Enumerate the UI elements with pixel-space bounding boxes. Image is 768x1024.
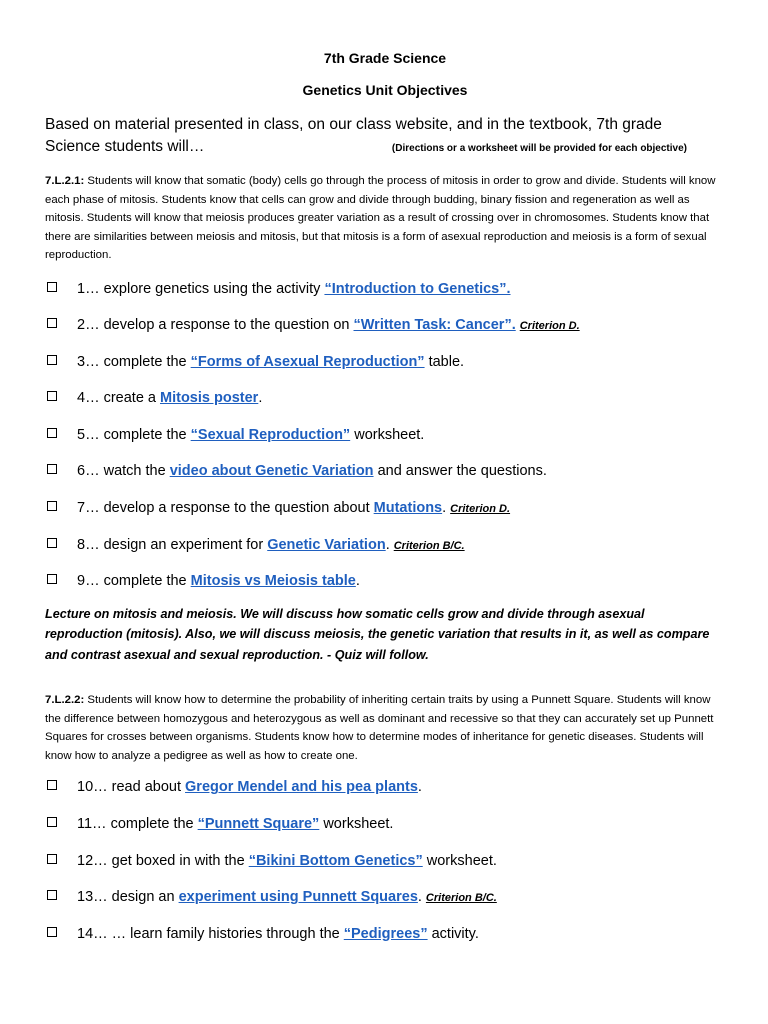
task-item [45,887,725,924]
task-suffix: worksheet. [350,426,425,443]
checkbox-icon[interactable] [47,927,57,937]
task-suffix: . [385,536,390,553]
task-text [77,887,497,908]
checkbox-icon[interactable] [47,538,57,548]
task-text [77,352,464,372]
task-item [45,851,725,888]
task-link[interactable]: experiment using Punnett Squares [178,889,418,906]
task-suffix: activity. [427,925,479,942]
task-item [45,352,725,389]
task-suffix: . [442,500,447,517]
criterion-label: Criterion B/C. [425,892,497,905]
task-list-2 [45,777,725,960]
task-item [45,814,725,851]
task-link[interactable]: “Bikini Bottom Genetics” [248,852,423,869]
task-suffix: table. [424,353,465,370]
objective-code: 7.L.2.1: [45,175,85,187]
task-link[interactable]: Gregor Mendel and his pea plants [185,779,418,796]
checkbox-icon[interactable] [47,464,57,474]
task-prefix: 9… complete the [77,573,191,590]
task-suffix: . [417,889,422,906]
task-prefix: 6… watch the [77,463,170,480]
task-list-1 [45,279,725,608]
task-item [45,535,725,572]
task-suffix: . [258,390,263,407]
intro-line-1: Based on material presented in class, on our class website, and in the textbook, 7th grade [45,116,662,133]
objective-7-l-2-2 [45,691,725,765]
task-link[interactable]: “Introduction to Genetics”. [324,280,511,297]
task-link[interactable]: video about Genetic Variation [169,463,374,480]
task-suffix: worksheet. [422,852,497,869]
objective-text: Students will know how to determine the probability of inheriting certain traits by using a Punnett Square. Students will know the difference between homozygous and heterozygous as well as dominant and recessive so that they can accurately set up Punnett Squares for crosses between organisms. Students know how to determine modes of inheritance for genetic diseases. Students will know how to analyze a pedigree as well as how to create one. [45,694,714,762]
task-prefix: 3… complete the [77,353,191,370]
criterion-label: Criterion B/C. [393,539,465,552]
task-text [77,535,465,556]
task-link[interactable]: Mitosis poster [160,390,259,407]
task-suffix: . [417,779,422,796]
task-text [77,571,360,591]
checkbox-icon[interactable] [47,780,57,790]
task-text [77,279,511,299]
objective-text: Students will know that somatic (body) cells go through the process of mitosis in order to grow and divide. Students will know each phase of mitosis. Students know that cells can grow and divide through budding, binary fission and regeneration as well as mitosis. Students will know that meiosis produces greater variation as a result of crossing over in chromosomes. Students know that there are similarities between meiosis and mitosis, but that mitosis is a form of asexual reproduction and meiosis is a form of sexual reproduction. [45,175,716,261]
criterion-label: Criterion D. [519,320,580,333]
task-link[interactable]: Mutations [373,500,443,517]
checkbox-icon[interactable] [47,282,57,292]
task-prefix: 4… create a [77,390,161,407]
task-prefix: 7… develop a response to the question about [77,500,374,517]
task-text [77,924,479,944]
task-link[interactable]: “Pedigrees” [343,925,428,942]
task-suffix: worksheet. [319,815,394,832]
criterion-label: Criterion D. [450,503,511,516]
task-item [45,498,725,535]
lecture-note: Lecture on mitosis and meiosis. We will discuss how somatic cells grow and divide through asexual reproduction (mitosis). Also, we will discuss meiosis, the genetic variation that results in it, as well as compare and contrast asexual and sexual reproduction. - Quiz will follow. [45,606,710,662]
task-prefix: 12… get boxed in with the [77,852,249,869]
checkbox-icon[interactable] [47,574,57,584]
task-link[interactable]: “Punnett Square” [197,815,320,832]
task-item [45,388,725,425]
task-item [45,777,725,814]
task-item [45,461,725,498]
task-link[interactable]: “Forms of Asexual Reproduction” [190,353,425,370]
task-prefix: 1… explore genetics using the activity [77,280,325,297]
task-text [77,814,393,834]
intro-paragraph [45,114,725,160]
task-item [45,425,725,462]
task-link[interactable]: Genetic Variation [267,536,386,553]
task-item [45,571,725,608]
task-link[interactable]: “Written Task: Cancer”. [353,317,516,334]
checkbox-icon[interactable] [47,854,57,864]
task-prefix: 2… develop a response to the question on [77,317,354,334]
task-suffix: . [355,573,360,590]
task-item [45,924,725,961]
checkbox-icon[interactable] [47,817,57,827]
task-prefix: 13… design an [77,889,179,906]
checkbox-icon[interactable] [47,890,57,900]
task-prefix: 11… complete the [77,815,198,832]
task-text [77,388,262,408]
task-text [77,498,510,519]
task-item [45,315,725,352]
task-text [77,461,547,481]
task-text [77,315,580,336]
task-prefix: 8… design an experiment for [77,536,268,553]
objective-code: 7.L.2.2: [45,694,85,707]
checkbox-icon[interactable] [47,318,57,328]
task-prefix: 5… complete the [77,426,191,443]
checkbox-icon[interactable] [47,501,57,511]
intro-note: (Directions or a worksheet will be provided for each objective) [391,143,687,154]
objective-7-l-2-1 [45,172,725,265]
task-text [77,425,424,445]
checkbox-icon[interactable] [47,391,57,401]
checkbox-icon[interactable] [47,355,57,365]
doc-subtitle: Genetics Unit Objectives [302,82,468,98]
task-prefix: 10… read about [77,779,186,796]
document-page [45,48,725,960]
task-item [45,279,725,316]
task-link[interactable]: Mitosis vs Meiosis table [190,573,356,590]
doc-title: 7th Grade Science [323,50,447,66]
task-suffix: and answer the questions. [373,463,547,480]
checkbox-icon[interactable] [47,428,57,438]
intro-line-2: Science students will… [45,138,205,155]
task-text [77,851,497,871]
task-text [77,777,422,797]
task-prefix: 14… … learn family histories through the [77,925,344,942]
task-link[interactable]: “Sexual Reproduction” [190,426,351,443]
